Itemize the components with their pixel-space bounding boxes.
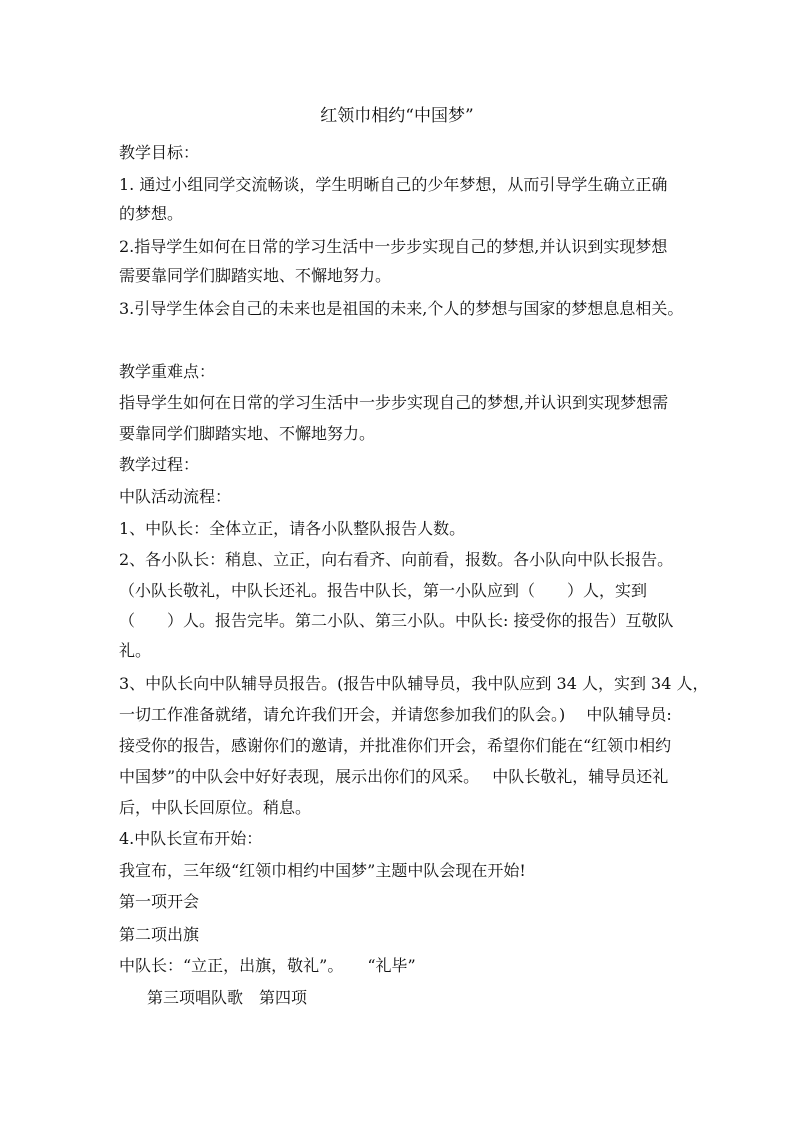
paragraph-line: 中队长：“立正，出旗，敬礼”。 “礼毕” bbox=[119, 956, 416, 975]
paragraph-line: （ ）人。报告完毕。第二小队、第三小队。中队长: 接受你的报告）互敬队 bbox=[119, 611, 674, 630]
paragraph-line: 礼。 bbox=[119, 641, 152, 660]
paragraph-line: 第二项出旗 bbox=[119, 925, 200, 944]
paragraph-line: 1、中队长：全体立正，请各小队整队报告人数。 bbox=[119, 519, 466, 538]
section-heading-key-points: 教学重难点： bbox=[119, 362, 216, 381]
paragraph-line: 3、中队长向中队辅导员报告。(报告中队辅导员，我中队应到 34 人，实到 34 人， bbox=[119, 674, 709, 693]
section-heading-objectives: 教学目标： bbox=[119, 143, 200, 162]
paragraph-line: 第一项开会 bbox=[119, 892, 200, 911]
paragraph-line: 指导学生如何在日常的学习生活中一步步实现自己的梦想,并认识到实现梦想需 bbox=[119, 393, 669, 412]
document-title: 红领巾相约“中国梦” bbox=[320, 106, 474, 126]
paragraph-line: 4.中队长宣布开始： bbox=[119, 829, 263, 848]
paragraph-line: 3.引导学生体会自己的未来也是祖国的未来,个人的梦想与国家的梦想息息相关。 bbox=[119, 299, 684, 318]
paragraph-line: 2、各小队长：稍息、立正，向右看齐、向前看，报数。各小队向中队长报告。 bbox=[119, 550, 674, 569]
paragraph-line: 我宣布，三年级“红领巾相约中国梦”主题中队会现在开始! bbox=[119, 861, 526, 880]
paragraph-line: 第三项唱队歌 第四项 bbox=[147, 988, 308, 1007]
paragraph-line: 的梦想。 bbox=[119, 204, 184, 223]
paragraph-line: 中国梦”的中队会中好好表现，展示出你们的风采。 中队长敬礼，辅导员还礼 bbox=[119, 767, 669, 786]
paragraph-line: 2.指导学生如何在日常的学习生活中一步步实现自己的梦想,并认识到实现梦想 bbox=[119, 237, 668, 256]
section-heading-process: 教学过程： bbox=[119, 455, 200, 474]
paragraph-line: 后，中队长回原位。稍息。 bbox=[119, 798, 312, 817]
paragraph-line: 一切工作准备就绪，请允许我们开会，并请您参加我们的队会。) 中队辅导员: bbox=[119, 705, 672, 724]
paragraph-line: （小队长敬礼，中队长还礼。报告中队长，第一小队应到（ ）人，实到 bbox=[119, 581, 648, 600]
paragraph-line: 接受你的报告，感谢你们的邀请，并批准你们开会，希望你们能在“红领巾相约 bbox=[119, 736, 672, 755]
paragraph-line: 需要靠同学们脚踏实地、不懈地努力。 bbox=[119, 266, 392, 285]
paragraph-line: 要靠同学们脚踏实地、不懈地努力。 bbox=[119, 424, 376, 443]
paragraph-line: 1. 通过小组同学交流畅谈，学生明晰自己的少年梦想，从而引导学生确立正确 bbox=[119, 175, 668, 194]
section-heading-activity-flow: 中队活动流程： bbox=[119, 487, 232, 506]
